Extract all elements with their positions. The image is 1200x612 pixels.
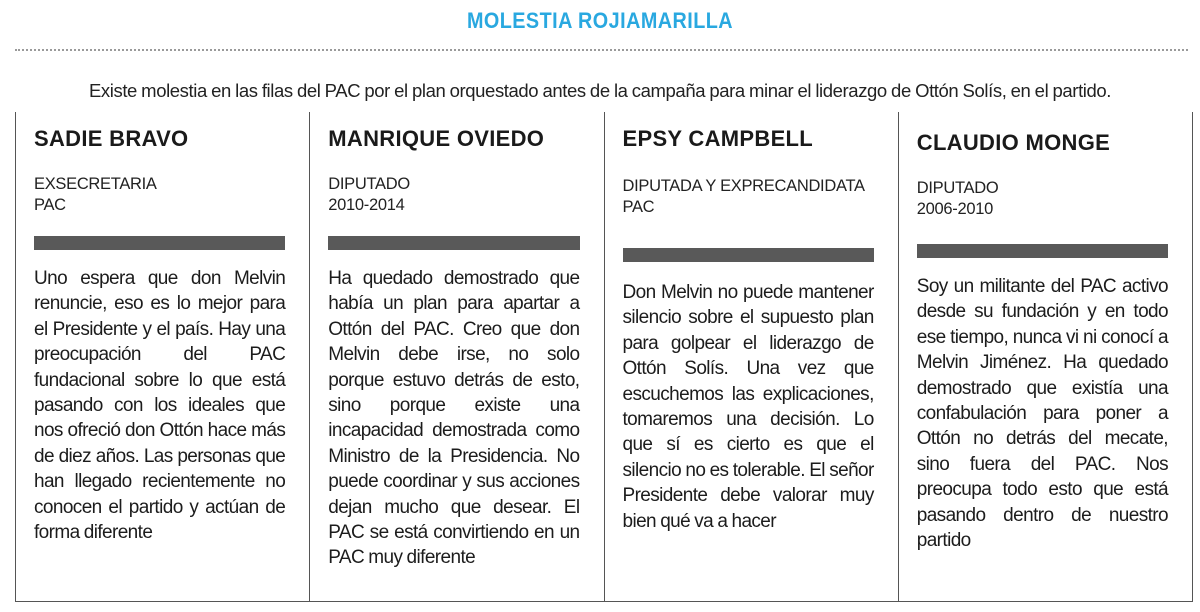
person-role	[328, 174, 579, 216]
intro-text: Existe molestia en las filas del PAC por el plan orquestado antes de la campaña para minar el liderazgo de Ottón Solís, en el partido.	[88, 80, 1112, 101]
person-name: MANRIQUE OVIEDO	[328, 126, 545, 151]
role-line: DIPUTADA Y EXPRECANDIDATA	[622, 177, 865, 195]
quote-column-epsy-campbell	[604, 112, 898, 601]
role-line: PAC	[34, 196, 66, 214]
quote-text: Don Melvin no puede mantener silencio sobre el supuesto plan para golpear el liderazgo de Ottón Solís. Una vez que escuchemos las explicaciones, tomaremos una decisión. Lo que sí es cierto es que el silencio no es tolerable. El señor Presidente debe valorar muy bien qué va a hacer	[622, 282, 874, 532]
person-role	[34, 174, 285, 216]
role-line: 2010-2014	[328, 196, 405, 214]
separator-bar	[328, 236, 579, 250]
separator-bar	[623, 248, 874, 262]
separator-bar	[917, 244, 1168, 258]
page-title: MOLESTIA ROJIAMARILLA	[466, 8, 734, 33]
quote-column-manrique-oviedo	[309, 112, 603, 601]
role-line: EXSECRETARIA	[34, 175, 157, 193]
role-line: DIPUTADO	[916, 179, 999, 197]
separator-bar	[34, 236, 285, 250]
quote-column-sadie-bravo	[15, 112, 309, 601]
person-name: SADIE BRAVO	[34, 126, 189, 151]
person-name: CLAUDIO MONGE	[916, 130, 1111, 155]
quotes-grid	[15, 112, 1193, 602]
quote-column-claudio-monge	[898, 112, 1193, 601]
person-role	[623, 176, 874, 218]
person-role	[917, 178, 1168, 220]
role-line: 2006-2010	[916, 200, 993, 218]
quote-text: Soy un militante del PAC activo desde su fundación y en todo ese tiempo, nunca vi ni conocí a Melvin Jiménez. Ha quedado demostrado que existía una confabulación para poner a Ottón no detrás del mecate, sino fuera del PAC. Nos preocupa todo esto que está pasando dentro de nuestro partido	[916, 276, 1168, 552]
quote-text: Ha quedado demostrado que había un plan para apartar a Ottón del PAC. Creo que don Melvin debe irse, no solo porque estuvo detrás de esto, sino porque existe una incapacidad demostrada como Ministro de la Presidencia. No puede coordinar y sus acciones dejan mucho que desear. El PAC se está convirtiendo en un PAC muy diferente	[328, 268, 580, 569]
role-line: PAC	[622, 198, 655, 216]
role-line: DIPUTADO	[328, 175, 410, 193]
quote-text: Uno espera que don Melvin renuncie, eso es lo mejor para el Presidente y el país. Hay una preocupación del PAC fundacional sobre lo que está pasando con los ideales que nos ofreció don Ottón hace más de diez años. Las personas que han llegado recientemente no conocen el partido y actúan de forma diferente	[34, 268, 286, 544]
dotted-divider	[15, 49, 1188, 51]
person-name: EPSY CAMPBELL	[622, 126, 814, 151]
